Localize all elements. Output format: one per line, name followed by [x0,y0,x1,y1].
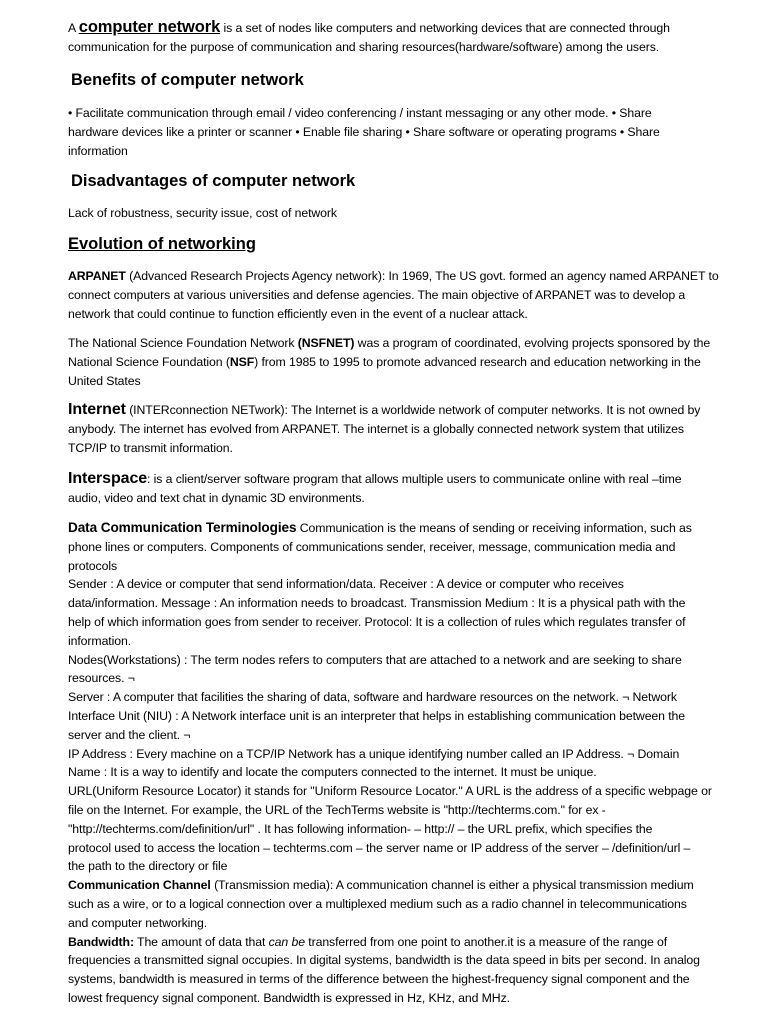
arpanet-line-3: network that could continue to function efficiently even in the event of a nuclear attack. [68,306,528,321]
bandwidth-text-pre: The amount of data that [133,934,269,949]
internet-line-2: anybody. The internet has evolved from ARPANET. The internet is a globally connected network system that utilizes [68,421,684,436]
internet-paragraph [68,401,742,457]
terminologies-line: data/information. Message : An information needs to broadcast. Transmission Medium : It is a physical path with the [68,596,686,611]
channel-line-3: and computer networking. [68,915,208,930]
benefits-line: • Facilitate communication through email / video conferencing / instant messaging or any other mode. • Share [68,106,652,120]
nsfnet-term: (NSFNET) [297,336,355,350]
terminologies-line: URL(Uniform Resource Locator) it stands for "Uniform Resource Locator." A URL is the address of a specific webpage or [68,784,712,799]
bandwidth-term: Bandwidth: [68,934,134,949]
terminologies-line: phone lines or computers. Components of communications sender, receiver, message, communication media and [68,539,676,554]
benefits-line: hardware devices like a printer or scanner • Enable file sharing • Share software or operating programs • Share [68,124,660,139]
arpanet-line-1 [68,267,742,286]
terminologies-section [68,519,742,1008]
nsfnet-paragraph [68,334,742,390]
nsfnet-line-2 [68,353,742,372]
internet-term: Internet [68,401,126,418]
interspace-text-1: : is a client/server software program that allows multiple users to communicate online with real –time [147,472,682,486]
benefits-heading: Benefits of computer network [71,71,304,89]
internet-line-1 [68,401,742,420]
intro-text-1: is a set of nodes like computers and networking devices that are connected through [220,21,670,35]
nsfnet-text-1b: was a program of coordinated, evolving projects sponsored by the [354,336,711,350]
terminologies-line: Sender : A device or computer that send information/data. Receiver : A device or computer who receives [68,577,624,592]
nsfnet-text-1a: The National Science Foundation Network [68,336,298,350]
channel-term: Communication Channel [68,878,211,893]
interspace-line-1 [68,470,742,489]
terminologies-line: information. [68,633,132,648]
channel-text-1: (Transmission media): A communication channel is either a physical transmission medium [210,878,694,893]
benefits-line: information [68,143,128,158]
terminologies-line: "http://techterms.com/definition/url" . It has following information- – http:// – the URL prefix, which specifies the [68,821,653,836]
arpanet-paragraph [68,267,742,323]
intro-paragraph [68,18,742,57]
terminologies-line: Name : It is a way to identify and locate the computers connected to the internet. It must be unique. [68,765,597,780]
terminologies-line: IP Address : Every machine on a TCP/IP Network has a unique identifying number called an IP Address. ¬ Domain [68,746,680,761]
internet-text-1: (INTERconnection NETwork): The Internet is a worldwide network of computer networks. It is not owned by [125,403,701,417]
disadvantages-paragraph [68,204,742,223]
terminologies-line: resources. ¬ [68,671,135,686]
arpanet-term: ARPANET [68,269,126,283]
interspace-term: Interspace [68,470,148,487]
arpanet-line-2: connect computers at various universities and defense agencies. The main objective of ARPANET was to develop a [68,287,686,302]
evolution-heading: Evolution of networking [68,235,256,253]
benefits-paragraph [68,104,742,160]
terminologies-line: protocol used to access the location – techterms.com – the server name or IP address of the server – /definition/url – [68,840,691,855]
interspace-line-2: audio, video and text chat in dynamic 3D environments. [68,490,365,505]
nsf-term: NSF [229,354,255,369]
nsfnet-text-2a: National Science Foundation ( [68,354,230,369]
nsfnet-text-2b: ) from 1985 to 1995 to promote advanced research and education networking in the [254,354,701,369]
arpanet-text-1: (Advanced Research Projects Agency network): In 1969, The US govt. formed an agency named ARPANET to [125,269,719,283]
intro-term: computer network [78,18,221,36]
bandwidth-line-4: lowest frequency signal component. Bandwidth is expressed in Hz, KHz, and MHz. [68,990,510,1005]
bandwidth-line-3: systems, bandwidth is measured in terms of the difference between the highest-frequency signal component and the [68,972,690,987]
interspace-paragraph [68,470,742,508]
bandwidth-line-2: frequencies a transmitted signal occupies. In digital systems, bandwidth is the data speed in bits per second. In analog [68,953,700,968]
disadvantages-text: Lack of robustness, security issue, cost of network [68,206,337,220]
bandwidth-italic: can be [268,934,305,949]
terminologies-line: file on the Internet. For example, the URL of the TechTerms website is "http://techterms.com." for ex - [68,802,606,817]
bandwidth-text-post: transferred from one point to another.it is a measure of the range of [304,934,668,949]
nsfnet-line-1 [68,334,742,353]
disadvantages-heading: Disadvantages of computer network [71,172,356,190]
internet-line-3: TCP/IP to transmit information. [68,440,233,455]
terminologies-term: Data Communication Terminologies [68,520,297,535]
terminologies-line: help of which information goes from sender to receiver. Protocol: It is a collection of rules which regulates transfer of [68,614,686,629]
terminologies-line: protocols [68,558,117,573]
terminologies-line [68,519,742,538]
terminologies-line: Nodes(Workstations) : The term nodes refers to computers that are attached to a network and are seeking to share [68,652,682,667]
terminologies-line: the path to the directory or file [68,859,228,874]
terminologies-line: Server : A computer that facilities the sharing of data, software and hardware resources on the network. ¬ Network [68,690,677,705]
terminologies-line: server and the client. ¬ [68,727,191,742]
nsfnet-line-3: United States [68,373,141,388]
bandwidth-line-1 [68,933,742,952]
channel-line-1 [68,876,742,895]
intro-line-2: communication for the purpose of communication and sharing resources(hardware/software) among the users. [68,39,660,54]
channel-line-2: such as a wire, or to a logical connection over a multiplexed medium such as a radio channel in telecommunications [68,896,687,911]
terminologies-line: Interface Unit (NIU) : A Network interface unit is an interpreter that helps in establishing communication between the [68,708,686,723]
terminologies-text: Communication is the means of sending or receiving information, such as [296,521,692,535]
intro-line-1 [68,18,742,38]
intro-article: A [68,21,79,35]
